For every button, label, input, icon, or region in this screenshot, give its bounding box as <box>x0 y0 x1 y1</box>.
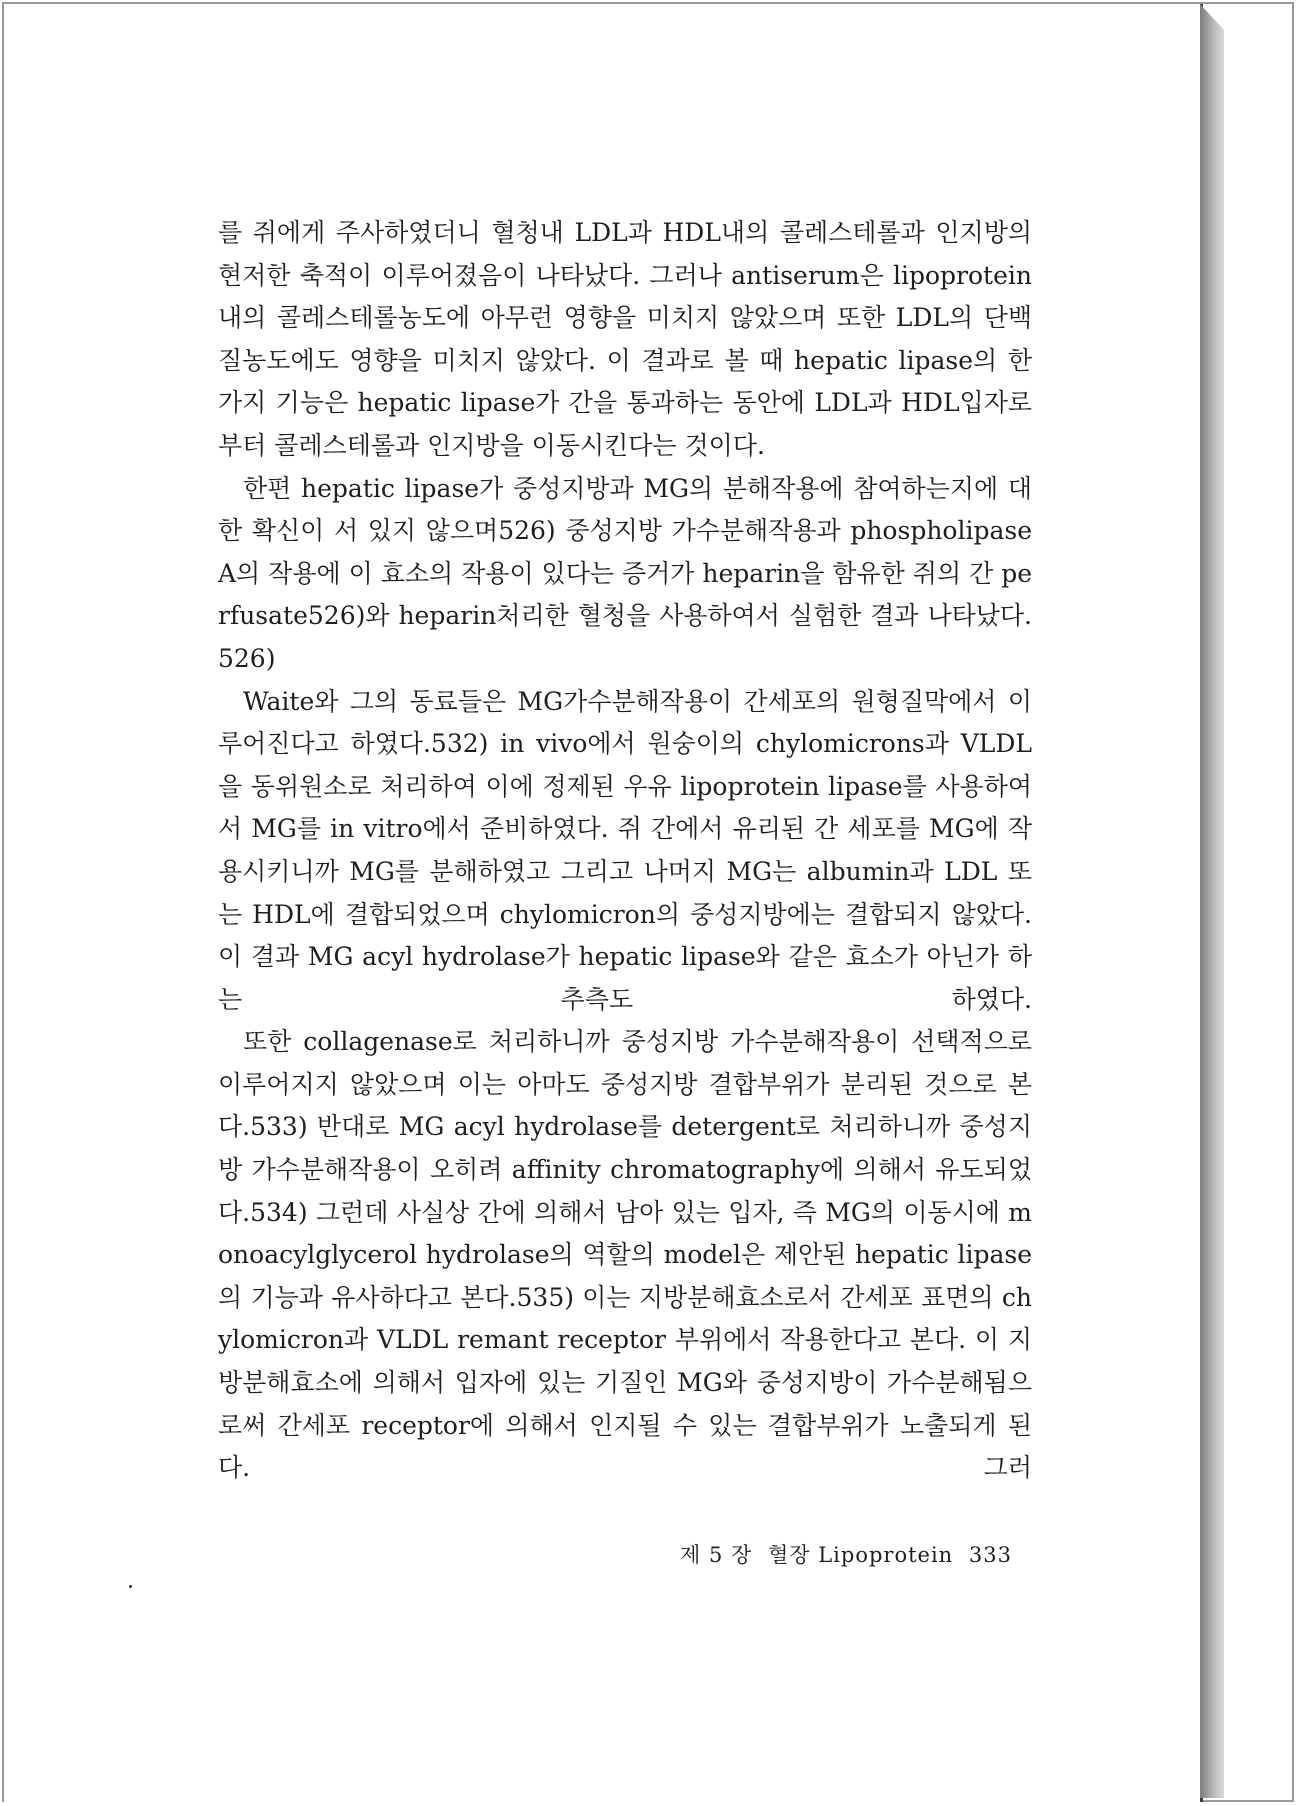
book-page <box>4 4 1203 1802</box>
section-title: 혈장 Lipoprotein <box>767 1543 954 1567</box>
chapter-label: 제 5 장 <box>680 1543 753 1567</box>
running-footer <box>680 1539 1010 1569</box>
paragraph: 를 쥐에게 주사하였더니 혈청내 LDL과 HDL내의 콜레스테롤과 인지방의 현저한 축적이 이루어졌음이 나타났다. 그러나 antiserum은 lipoprotein 내의 콜레스테롤농도에 아무런 영향을 미치지 않았으며 또한 LDL의 단백질농도에도 영향을 미치지 않았다. 이 결과로 볼 때 hepatic lipase의 한 가지 기능은 hepatic lipase가 간을 통과하는 동안에 LDL과 HDL입자로부터 콜레스테롤과 인지방을 이동시킨다는 것이다. <box>218 218 1032 460</box>
body-text <box>218 212 1032 1490</box>
paragraph: Waite와 그의 동료들은 MG가수분해작용이 간세포의 원형질막에서 이루어진다고 하였다.532) in vivo에서 원숭이의 chylomicrons과 VLDL을 동위원소로 처리하여 이에 정제된 우유 lipoprotein lipase를 사용하여서 MG를 in vitro에서 준비하였다. 쥐 간에서 유리된 간 세포를 MG에 작용시키니까 MG를 분해하였고 그리고 나머지 MG는 albumin과 LDL 또는 HDL에 결합되었으며 chylomicron의 중성지방에는 결합되지 않았다. 이 결과 MG acyl hydrolase가 hepatic lipase와 같은 효소가 아닌가 하는 추측도 하였다. <box>218 686 1032 1014</box>
scan-speck <box>129 1585 132 1588</box>
paragraph: 또한 collagenase로 처리하니까 중성지방 가수분해작용이 선택적으로 이루어지지 않았으며 이는 아마도 중성지방 결합부위가 분리된 것으로 본다.533) 반대로 MG acyl hydrolase를 detergent로 처리하니까 중성지방 가수분해작용이 오히려 affinity chromatography에 의해서 유도되었다.534) 그런데 사실상 간에 의해서 남아 있는 입자, 즉 MG의 이동시에 monoacylglycerol hydrolase의 역할의 model은 제안된 hepatic lipase의 기능과 유사하다고 본다.535) 이는 지방분해효소로서 간세포 표면의 chylomicron과 VLDL remant receptor 부위에서 작용한다고 본다. 이 지방분해효소에 의해서 입자에 있는 기질인 MG와 중성지방이 가수분해됨으로써 간세포 receptor에 의해서 인지될 수 있는 결합부위가 노출되게 된다. 그러 <box>218 1027 1032 1483</box>
page-edge-shadow <box>1200 4 1224 1798</box>
page-number: 333 <box>968 1543 1012 1567</box>
paragraph: 한편 hepatic lipase가 중성지방과 MG의 분해작용에 참여하는지에 대한 확신이 서 있지 않으며526) 중성지방 가수분해작용과 phospholipase A의 작용에 이 효소의 작용이 있다는 증거가 heparin을 함유한 쥐의 간 perfusate526)와 heparin처리한 혈청을 사용하여서 실험한 결과 나타났다.526) <box>218 473 1032 673</box>
